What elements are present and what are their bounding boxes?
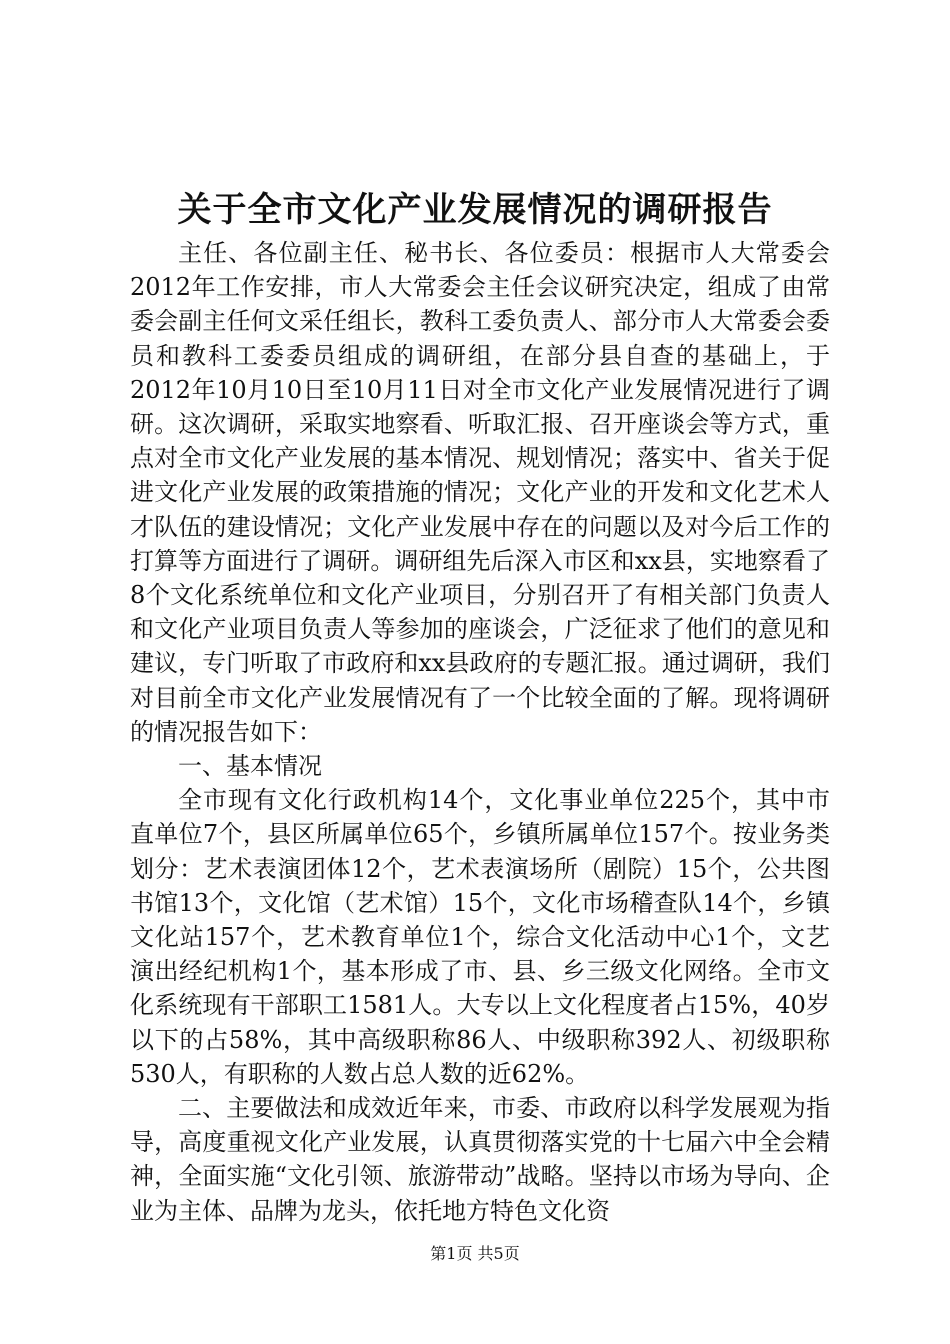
document-body [130,236,830,1228]
paragraph-main-measures: 二、主要做法和成效近年来，市委、市政府以科学发展观为指导，高度重视文化产业发展，认真贯彻落实党的十七届六中全会精神，全面实施“文化引领、旅游带动”战略。坚持以市场为导向、企业为主体、品牌为龙头，依托地方特色文化资 [130,1094,830,1225]
document-title: 关于全市文化产业发展情况的调研报告 [177,190,773,230]
paragraph-intro: 主任、各位副主任、秘书长、各位委员：根据市人大常委会2012年工作安排，市人大常委会主任会议研究决定，组成了由常委会副主任何文采任组长，教科工委负责人、部分市人大常委会委员和教科工委委员组成的调研组，在部分县自查的基础上，于2012年10月10日至10月11日对全市文化产业发展情况进行了调研。这次调研，采取实地察看、听取汇报、召开座谈会等方式，重点对全市文化产业发展的基本情况、规划情况；落实中、省关于促进文化产业发展的政策措施的情况；文化产业的开发和文化艺术人才队伍的建设情况；文化产业发展中存在的问题以及对今后工作的打算等方面进行了调研。调研组先后深入市区和xx县，实地察看了8个文化系统单位和文化产业项目，分别召开了有相关部门负责人和文化产业项目负责人等参加的座谈会，广泛征求了他们的意见和建议，专门听取了市政府和xx县政府的专题汇报。通过调研，我们对目前全市文化产业发展情况有了一个比较全面的了解。现将调研的情况报告如下： [130,239,830,746]
paragraph-basic-situation: 全市现有文化行政机构14个，文化事业单位225个，其中市直单位7个，县区所属单位65个，乡镇所属单位157个。按业务类划分：艺术表演团体12个，艺术表演场所（剧院）15个，公共图书馆13个，文化馆（艺术馆）15个，文化市场稽查队14个，乡镇文化站157个，艺术教育单位1个，综合文化活动中心1个，文艺演出经纪机构1个，基本形成了市、县、乡三级文化网络。全市文化系统现有干部职工1581人。大专以上文化程度者占15%，40岁以下的占58%，其中高级职称86人、中级职称392人、初级职称530人，有职称的人数占总人数的近62%。 [130,786,830,1088]
page-footer: 第1页 共5页 [430,1244,520,1263]
section-heading-basic-situation: 一、基本情况 [178,752,322,781]
